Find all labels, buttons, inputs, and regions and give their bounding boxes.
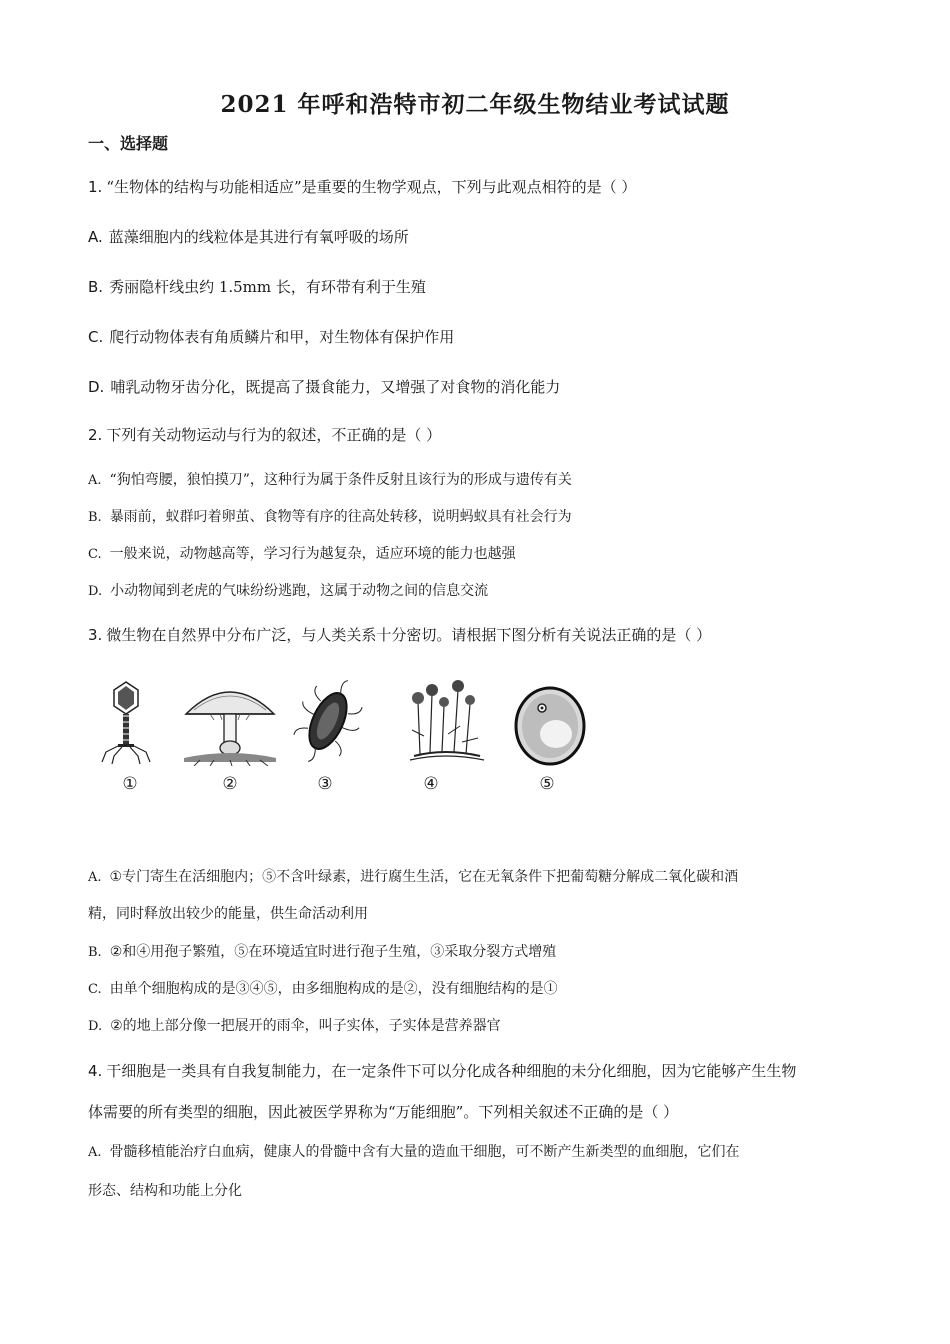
option-letter: A. xyxy=(88,228,103,246)
q2-option-a xyxy=(88,469,862,489)
figure-label-3: ③ xyxy=(317,774,333,794)
option-text: 骨髓移植能治疗白血病，健康人的骨髓中含有大量的造血干细胞，可不断产生新类型的血细胞，它们在 xyxy=(109,1144,740,1160)
option-text: 秀丽隐杆线虫约 1.5mm 长，有环带有利于生殖 xyxy=(109,278,426,296)
section-heading: 一、选择题 xyxy=(88,134,169,153)
option-text: 小动物闻到老虎的气味纷纷逃跑，这属于动物之间的信息交流 xyxy=(110,583,489,599)
option-letter: D. xyxy=(88,1019,103,1034)
question-number: 3. xyxy=(88,626,103,644)
question-2 xyxy=(88,424,862,445)
figure-label-5: ⑤ xyxy=(539,774,555,794)
question-stem: “生物体的结构与功能相适应”是重要的生物学观点，下列与此观点相符的是（ ） xyxy=(106,178,637,196)
option-letter: D. xyxy=(88,378,105,396)
figure-label-1: ① xyxy=(122,774,138,794)
q1-option-d xyxy=(88,376,862,397)
q3-option-a-continued: 精，同时释放出较少的能量，供生命活动利用 xyxy=(88,906,368,922)
option-letter: B. xyxy=(88,278,104,296)
question-number: 2. xyxy=(88,426,103,444)
option-text: 哺乳动物牙齿分化，既提高了摄食能力，又增强了对食物的消化能力 xyxy=(110,378,561,396)
question-1 xyxy=(88,176,862,197)
question-3 xyxy=(88,624,862,645)
microorganism-figures xyxy=(88,676,608,806)
question-stem: 干细胞是一类具有自我复制能力，在一定条件下可以分化成各种细胞的未分化细胞，因为它能够产生生物 xyxy=(106,1062,797,1080)
q1-option-a xyxy=(88,226,862,247)
option-letter: B. xyxy=(88,945,102,960)
q1-option-c xyxy=(88,326,862,347)
q3-option-a xyxy=(88,866,862,886)
mushroom-illustration xyxy=(180,676,280,766)
option-text: ①专门寄生在活细胞内；⑤不含叶绿素，进行腐生生活，它在无氧条件下把葡萄糖分解成二氧化碳和酒 xyxy=(109,869,739,885)
question-number: 1. xyxy=(88,178,103,196)
q3-option-c xyxy=(88,978,862,998)
bacteriophage-illustration xyxy=(96,676,156,766)
option-letter: C. xyxy=(88,547,102,562)
question-number: 4. xyxy=(88,1062,103,1080)
option-text: 一般来说，动物越高等，学习行为越复杂，适应环境的能力也越强 xyxy=(109,546,516,562)
q2-option-b xyxy=(88,506,862,526)
option-text: ②的地上部分像一把展开的雨伞，叫子实体，子实体是营养器官 xyxy=(110,1018,501,1034)
option-letter: A. xyxy=(88,473,102,488)
question-4 xyxy=(88,1060,862,1081)
q3-option-d xyxy=(88,1015,862,1035)
q1-option-b xyxy=(88,276,862,297)
q2-option-d xyxy=(88,580,862,600)
option-text: 蓝藻细胞内的线粒体是其进行有氧呼吸的场所 xyxy=(108,228,409,246)
page-title: 2021 年呼和浩特市初二年级生物结业考试试题 xyxy=(220,91,730,118)
q4-option-a-continued: 形态、结构和功能上分化 xyxy=(88,1183,242,1199)
option-letter: C. xyxy=(88,328,104,346)
option-text: ②和④用孢子繁殖，⑤在环境适宜时进行孢子生殖，③采取分裂方式增殖 xyxy=(109,944,557,960)
mold-illustration xyxy=(400,676,490,766)
question-stem: 微生物在自然界中分布广泛，与人类关系十分密切。请根据下图分析有关说法正确的是（ ） xyxy=(106,626,712,644)
q2-option-c xyxy=(88,543,862,563)
question-4-continued: 体需要的所有类型的细胞，因此被医学界称为“万能细胞”。下列相关叙述不正确的是（ ） xyxy=(88,1103,679,1121)
option-text: 由单个细胞构成的是③④⑤，由多细胞构成的是②，没有细胞结构的是① xyxy=(109,981,558,997)
figure-label-4: ④ xyxy=(423,774,439,794)
option-text: “狗怕弯腰，狼怕摸刀”，这种行为属于条件反射且该行为的形成与遗传有关 xyxy=(109,472,572,488)
option-text: 暴雨前，蚁群叼着卵茧、食物等有序的往高处转移，说明蚂蚁具有社会行为 xyxy=(109,509,572,525)
question-stem: 下列有关动物运动与行为的叙述，不正确的是（ ） xyxy=(106,426,442,444)
figure-label-2: ② xyxy=(222,774,238,794)
q3-option-b xyxy=(88,941,862,961)
option-letter: A. xyxy=(88,870,102,885)
q4-option-a xyxy=(88,1141,862,1161)
yeast-cell-illustration xyxy=(512,676,588,766)
bacterium-illustration xyxy=(293,676,363,766)
option-text: 爬行动物体表有角质鳞片和甲，对生物体有保护作用 xyxy=(109,328,455,346)
option-letter: C. xyxy=(88,982,102,997)
option-letter: D. xyxy=(88,584,103,599)
option-letter: B. xyxy=(88,510,102,525)
option-letter: A. xyxy=(88,1145,102,1160)
